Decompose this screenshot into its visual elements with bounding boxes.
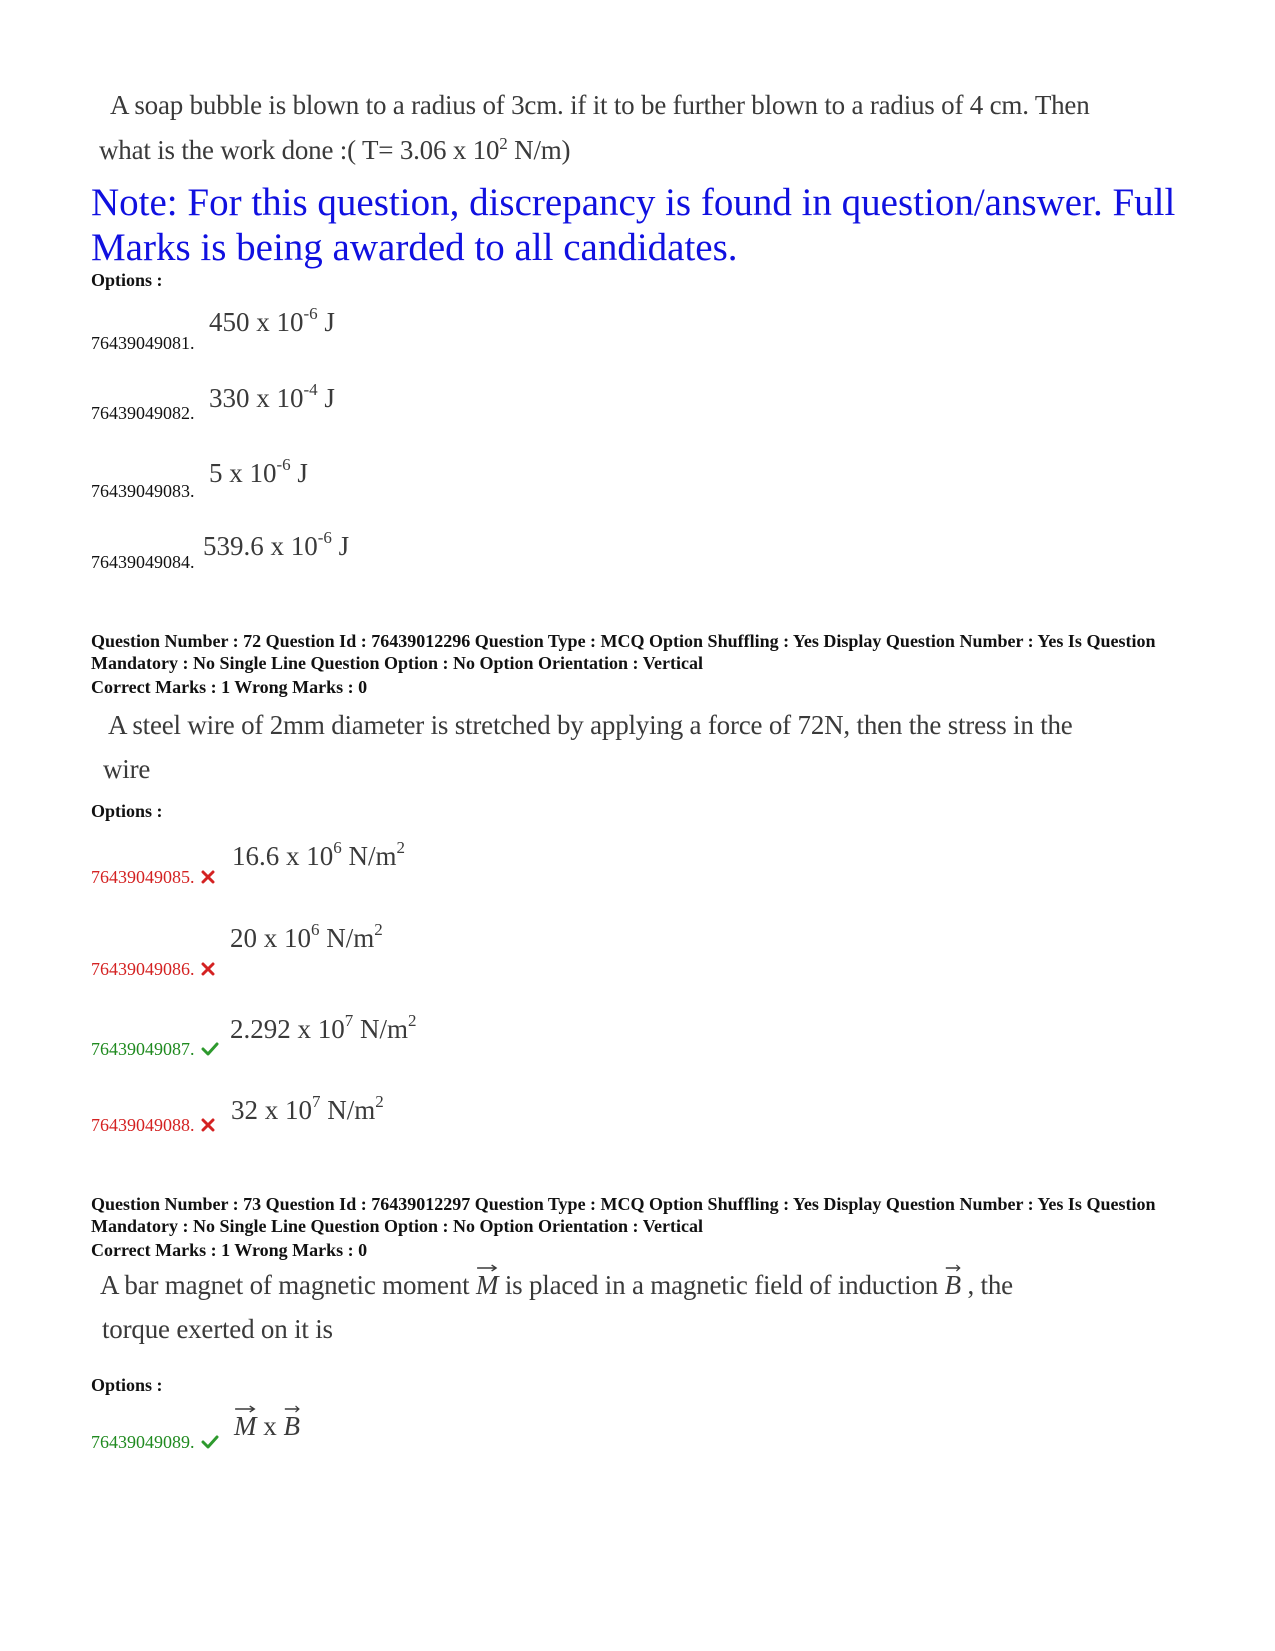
option-id bbox=[91, 1432, 219, 1454]
option-value: 539.6 x 10 bbox=[203, 531, 318, 561]
exponent: 7 bbox=[344, 1011, 354, 1030]
check-icon bbox=[201, 1040, 219, 1061]
vector-b bbox=[945, 1270, 961, 1301]
question-text: N/m) bbox=[507, 135, 571, 165]
option-value: 330 x 10 bbox=[209, 383, 304, 413]
discrepancy-note: Note: For this question, discrepancy is found in question/answer. Full Marks is being awarded to all candidates. bbox=[91, 181, 1176, 269]
option-id-text: 76439049087. bbox=[91, 1039, 195, 1059]
unit: N/m bbox=[319, 923, 375, 953]
unit: N/m bbox=[320, 1095, 376, 1125]
option-value: 16.6 x 10 bbox=[232, 841, 334, 871]
unit: J bbox=[331, 531, 350, 561]
option-value: 5 x 10 bbox=[209, 458, 277, 488]
check-icon bbox=[201, 1433, 219, 1454]
option-id bbox=[91, 1115, 215, 1137]
options-label: Options : bbox=[91, 801, 163, 821]
marks-info: Correct Marks : 1 Wrong Marks : 0 bbox=[91, 1240, 368, 1260]
unit: N/m bbox=[353, 1014, 409, 1044]
option-id: 76439049084. bbox=[91, 552, 195, 572]
option-id: 76439049083. bbox=[91, 481, 195, 501]
option-text bbox=[209, 304, 335, 338]
unit-exponent: 2 bbox=[408, 1011, 417, 1030]
unit-exponent: 2 bbox=[374, 920, 383, 939]
option-value: 20 x 10 bbox=[230, 923, 311, 953]
wrong-icon bbox=[201, 1116, 215, 1137]
question-text-line: torque exerted on it is bbox=[102, 1314, 333, 1344]
question-text: what is the work done :( T= 3.06 x 10 bbox=[99, 135, 500, 165]
question-text-line: wire bbox=[103, 754, 151, 784]
exponent: 6 bbox=[333, 838, 342, 857]
option-text bbox=[230, 920, 383, 954]
vector-symbol: B bbox=[283, 1411, 300, 1441]
unit-exponent: 2 bbox=[375, 1092, 384, 1111]
options-label: Options : bbox=[91, 1375, 163, 1395]
unit-exponent: 2 bbox=[396, 838, 406, 857]
marks-info: Correct Marks : 1 Wrong Marks : 0 bbox=[91, 677, 368, 697]
option-id bbox=[91, 1039, 219, 1061]
question-meta: Question Number : 72 Question Id : 76439012296 Question Type : MCQ Option Shuffling : Yes Display Question Number : Yes Is Question Mandatory : No Single Line Question Option : No Option Orientation : Vertical bbox=[91, 631, 1156, 673]
vector-symbol: M bbox=[234, 1411, 257, 1441]
exponent: 2 bbox=[499, 134, 508, 153]
vector-m bbox=[234, 1411, 257, 1442]
question-text-line bbox=[99, 134, 570, 166]
options-label: Options : bbox=[91, 270, 163, 290]
exponent: 7 bbox=[312, 1092, 321, 1111]
question-meta: Question Number : 73 Question Id : 76439012297 Question Type : MCQ Option Shuffling : Yes Display Question Number : Yes Is Question Mandatory : No Single Line Question Option : No Option Orientation : Vertical bbox=[91, 1194, 1156, 1236]
vector-symbol: M bbox=[476, 1270, 499, 1300]
option-text bbox=[203, 528, 350, 562]
vector-m bbox=[476, 1270, 498, 1301]
option-id-text: 76439049086. bbox=[91, 959, 195, 979]
option-id bbox=[91, 959, 215, 981]
exponent: -4 bbox=[303, 380, 318, 399]
question-text-line: A soap bubble is blown to a radius of 3cm. if it to be further blown to a radius of 4 cm. Then bbox=[110, 90, 1090, 120]
option-value: 2.292 x 10 bbox=[230, 1014, 345, 1044]
option-id bbox=[91, 867, 215, 889]
question-text: , the bbox=[960, 1270, 1013, 1300]
vector-symbol: B bbox=[944, 1270, 961, 1300]
exponent: 6 bbox=[311, 920, 320, 939]
question-text: is placed in a magnetic field of induction bbox=[498, 1270, 945, 1300]
unit: J bbox=[290, 458, 308, 488]
option-text bbox=[234, 1411, 300, 1442]
question-text-line: A steel wire of 2mm diameter is stretched by applying a force of 72N, then the stress in the bbox=[108, 710, 1073, 740]
exponent: -6 bbox=[317, 528, 332, 547]
unit: J bbox=[317, 307, 335, 337]
option-id-text: 76439049088. bbox=[91, 1115, 195, 1135]
option-text bbox=[230, 1011, 417, 1045]
option-value: 450 x 10 bbox=[209, 307, 304, 337]
exponent: -6 bbox=[303, 304, 318, 323]
option-id: 76439049081. bbox=[91, 333, 195, 353]
wrong-icon bbox=[201, 868, 215, 889]
unit: J bbox=[317, 383, 335, 413]
option-id-text: 76439049089. bbox=[91, 1432, 195, 1452]
exponent: -6 bbox=[276, 455, 291, 474]
vector-b bbox=[284, 1411, 301, 1442]
option-text bbox=[232, 838, 406, 872]
option-text bbox=[209, 455, 308, 489]
unit: N/m bbox=[341, 841, 397, 871]
option-value: 32 x 10 bbox=[231, 1095, 312, 1125]
wrong-icon bbox=[201, 960, 215, 981]
option-text bbox=[231, 1092, 384, 1126]
option-text bbox=[209, 380, 335, 414]
option-id: 76439049082. bbox=[91, 403, 195, 423]
question-text-line bbox=[100, 1270, 1013, 1301]
question-text: A bar magnet of magnetic moment bbox=[100, 1270, 476, 1300]
option-id-text: 76439049085. bbox=[91, 867, 195, 887]
operator: x bbox=[256, 1411, 284, 1441]
